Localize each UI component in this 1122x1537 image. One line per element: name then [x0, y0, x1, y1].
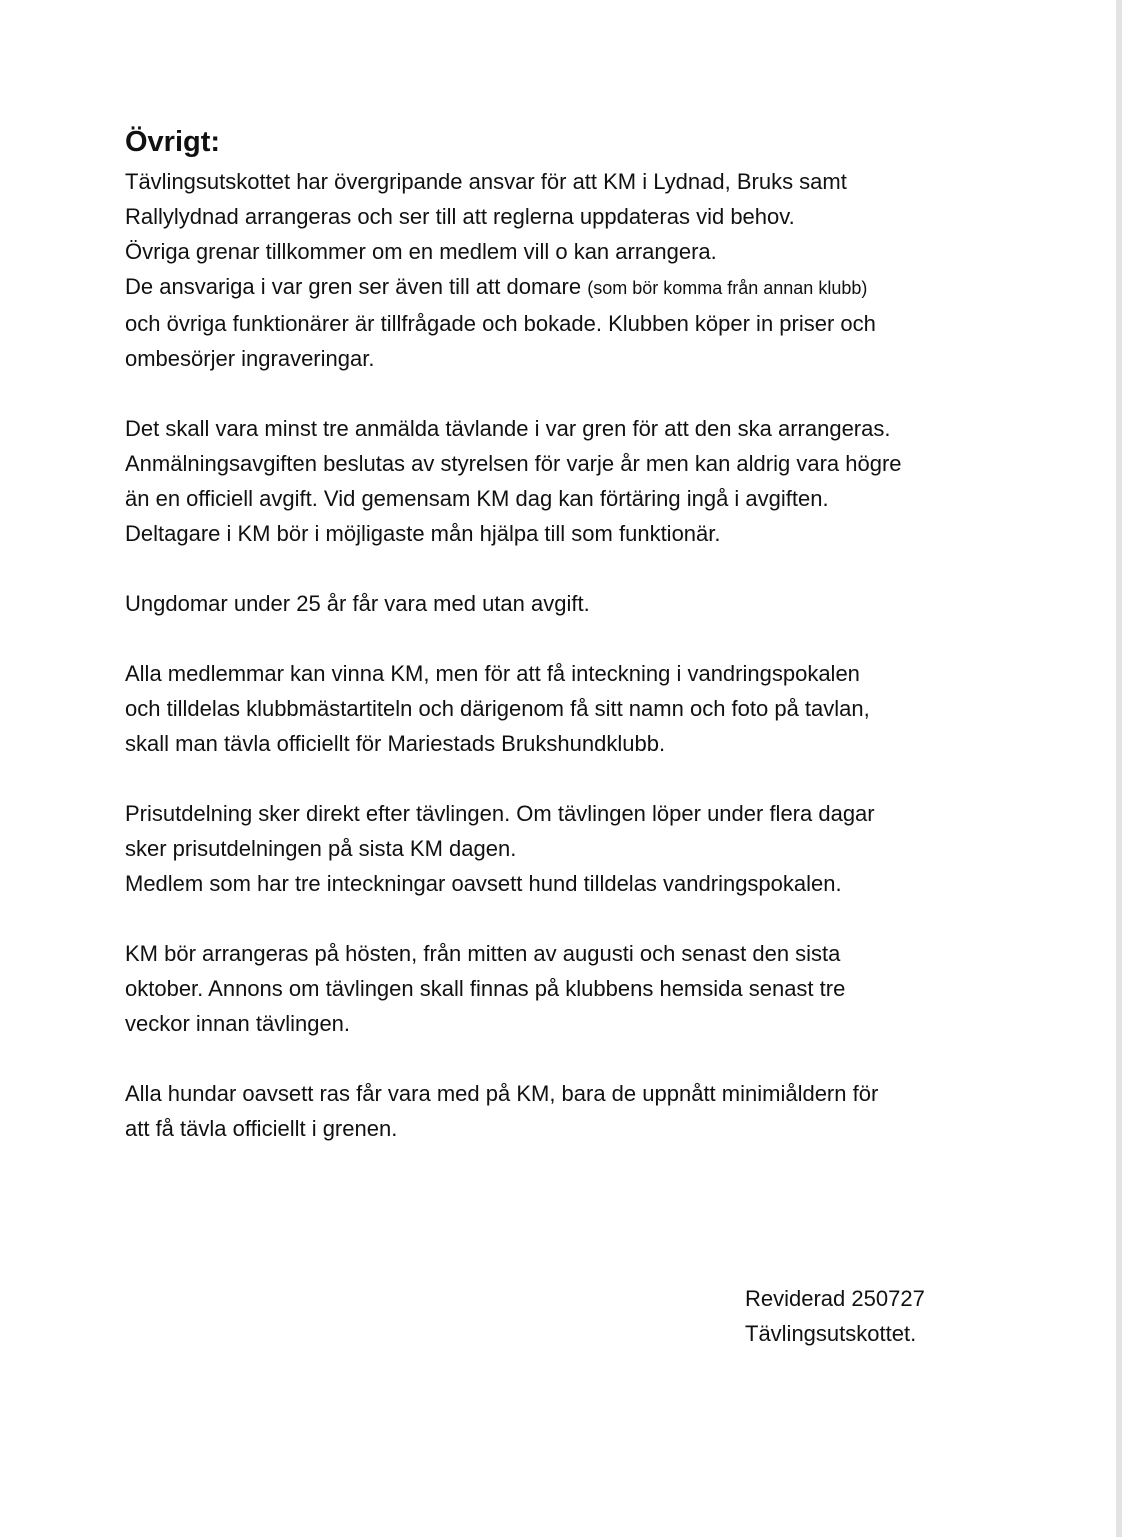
text-line: Deltagare i KM bör i möjligaste mån hjälpa till som funktionär.: [125, 521, 721, 546]
text-line: KM bör arrangeras på hösten, från mitten av augusti och senast den sista: [125, 941, 841, 966]
committee-name: Tävlingsutskottet.: [745, 1321, 917, 1346]
text-line: sker prisutdelningen på sista KM dagen.: [125, 836, 517, 861]
text-line: Prisutdelning sker direkt efter tävlingen. Om tävlingen löper under flera dagar: [125, 801, 875, 826]
domare-note: (som bör komma från annan klubb): [587, 278, 868, 298]
signature-block: [745, 1281, 925, 1351]
text-line: Tävlingsutskottet har övergripande ansvar för att KM i Lydnad, Bruks samt: [125, 169, 847, 194]
page-edge: [1116, 0, 1122, 1537]
paragraph-dogs: [125, 1076, 1025, 1146]
text-line: Övriga grenar tillkommer om en medlem vill o kan arrangera.: [125, 239, 717, 264]
text-line: Det skall vara minst tre anmälda tävlande i var gren för att den ska arrangeras.: [125, 416, 891, 441]
text-line: Anmälningsavgiften beslutas av styrelsen för varje år men kan aldrig vara högre: [125, 451, 902, 476]
paragraph-registration: [125, 411, 1025, 551]
text-line: och övriga funktionärer är tillfrågade och bokade. Klubben köper in priser och: [125, 311, 876, 336]
text-line: än en officiell avgift. Vid gemensam KM dag kan förtäring ingå i avgiften.: [125, 486, 829, 511]
text-line: Alla medlemmar kan vinna KM, men för att få inteckning i vandringspokalen: [125, 661, 860, 686]
text-line: Rallylydnad arrangeras och ser till att reglerna uppdateras vid behov.: [125, 204, 795, 229]
paragraph-schedule: [125, 936, 1025, 1041]
text-line: veckor innan tävlingen.: [125, 1011, 351, 1036]
paragraph-members: [125, 656, 1025, 761]
domare-text: De ansvariga i var gren ser även till att domare: [125, 274, 588, 299]
text-line: Ungdomar under 25 år får vara med utan avgift.: [125, 591, 590, 616]
text-line: Alla hundar oavsett ras får vara med på KM, bara de uppnått minimiåldern för: [125, 1081, 879, 1106]
text-line: skall man tävla officiellt för Mariestads Brukshundklubb.: [125, 731, 666, 756]
paragraph-youth: [125, 586, 1025, 621]
text-line: Medlem som har tre inteckningar oavsett hund tilldelas vandringspokalen.: [125, 871, 842, 896]
paragraph-prizes: [125, 796, 1025, 901]
text-line-domare: [125, 269, 1025, 306]
paragraph-responsibility: [125, 164, 1025, 376]
revision-date: Reviderad 250727: [745, 1286, 925, 1311]
text-line: ombesörjer ingraveringar.: [125, 346, 375, 371]
text-line: oktober. Annons om tävlingen skall finnas på klubbens hemsida senast tre: [125, 976, 846, 1001]
text-line: och tilldelas klubbmästartiteln och därigenom få sitt namn och foto på tavlan,: [125, 696, 870, 721]
section-heading: Övrigt:: [125, 126, 221, 158]
text-line: att få tävla officiellt i grenen.: [125, 1116, 398, 1141]
document-body: [125, 120, 1025, 1146]
